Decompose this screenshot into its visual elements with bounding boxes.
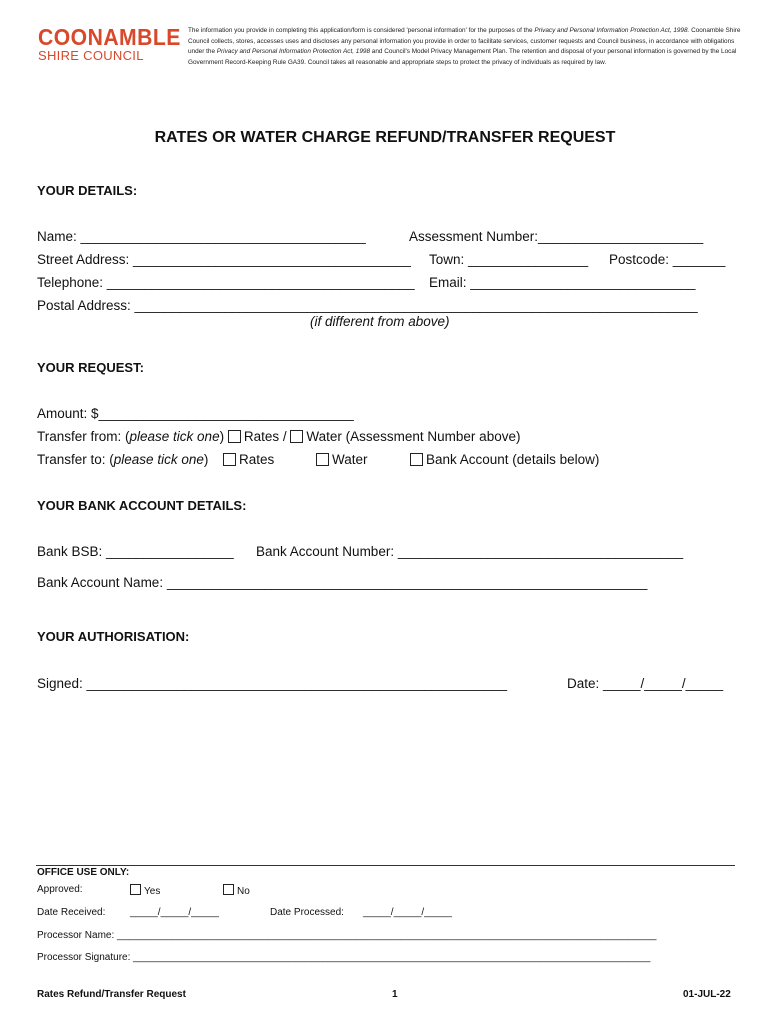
authorisation-heading: YOUR AUTHORISATION: xyxy=(37,629,190,644)
approved-no-checkbox[interactable] xyxy=(223,884,234,895)
date-processed-field[interactable]: _____/_____/_____ xyxy=(363,907,452,918)
processor-name-field[interactable]: Processor Name: _________________________________________________________________________________________________ xyxy=(37,930,657,941)
transfer-to-water-option xyxy=(316,452,368,467)
bank-account-number-field[interactable]: Bank Account Number: ______________________________________ xyxy=(256,544,684,559)
approved-no-label: No xyxy=(237,886,250,897)
transfer-to-label: Transfer to: (please tick one) xyxy=(37,452,209,467)
council-logo-name: COONAMBLE xyxy=(38,24,181,50)
transfer-to-rates-checkbox[interactable] xyxy=(223,453,236,466)
signature-field[interactable]: Signed: ________________________________________________________ xyxy=(37,676,507,691)
transfer-to-bank-label: Bank Account (details below) xyxy=(426,452,600,467)
privacy-notice: The information you provide in completing this application/form is considered 'personal information' for the purposes of the Privacy and Personal Information Protection Act, 1998. Coonamble Shire Council collects, stores, accesses uses and discloses any personal information you provide in order to facilitate services, customer requests and Council business, in accordance with obligations under the Privacy and Personal Information Protection Act, 1998 and Council's Model Privacy Management Plan. The retention and disposal of your personal information is governed by the Local Government Record-Keeping Rule GA39. Council takes all reasonable and appropriate steps to protect the privacy of individuals as required by law. xyxy=(188,27,741,66)
approved-yes-option xyxy=(130,884,160,897)
bank-bsb-field[interactable]: Bank BSB: _________________ xyxy=(37,544,234,559)
name-field[interactable]: Name: ______________________________________ xyxy=(37,229,366,244)
assessment-number-field[interactable]: Assessment Number:______________________ xyxy=(409,229,704,244)
approved-no-option xyxy=(223,884,250,897)
postcode-field[interactable]: Postcode: _______ xyxy=(609,252,726,267)
telephone-field[interactable]: Telephone: _________________________________________ xyxy=(37,275,415,290)
form-title: RATES OR WATER CHARGE REFUND/TRANSFER REQUEST xyxy=(154,129,616,146)
postal-address-note: (if different from above) xyxy=(310,314,450,329)
approved-yes-checkbox[interactable] xyxy=(130,884,141,895)
date-processed-label: Date Processed: xyxy=(270,907,344,918)
approved-label: Approved: xyxy=(37,884,83,895)
street-address-field[interactable]: Street Address: _____________________________________ xyxy=(37,252,411,267)
transfer-from-rates-checkbox[interactable] xyxy=(228,430,241,443)
email-field[interactable]: Email: ______________________________ xyxy=(429,275,696,290)
transfer-from-row xyxy=(37,429,520,444)
transfer-from-water-label: Water (Assessment Number above) xyxy=(306,429,521,444)
office-use-heading: OFFICE USE ONLY: xyxy=(37,867,130,878)
transfer-from-water-checkbox[interactable] xyxy=(290,430,303,443)
date-received-label: Date Received: xyxy=(37,907,106,918)
footer-version-date: 01-JUL-22 xyxy=(683,989,731,1000)
date-field[interactable]: Date: _____/_____/_____ xyxy=(567,676,724,691)
town-field[interactable]: Town: ________________ xyxy=(429,252,589,267)
office-divider xyxy=(36,865,735,866)
postal-address-field[interactable]: Postal Address: ___________________________________________________________________________ xyxy=(37,298,698,313)
bank-heading: YOUR BANK ACCOUNT DETAILS: xyxy=(37,498,247,513)
approved-yes-label: Yes xyxy=(144,886,161,897)
transfer-to-water-checkbox[interactable] xyxy=(316,453,329,466)
request-heading: YOUR REQUEST: xyxy=(37,360,144,375)
date-received-field[interactable]: _____/_____/_____ xyxy=(130,907,219,918)
footer-form-name: Rates Refund/Transfer Request xyxy=(37,989,186,1000)
details-heading: YOUR DETAILS: xyxy=(37,183,138,198)
footer-page-number: 1 xyxy=(392,989,398,1000)
transfer-to-rates-option xyxy=(223,452,274,467)
transfer-from-rates-label: Rates / xyxy=(243,429,287,444)
transfer-to-bank-checkbox[interactable] xyxy=(410,453,423,466)
transfer-to-rates-label: Rates xyxy=(239,452,275,467)
transfer-to-water-label: Water xyxy=(332,452,368,467)
transfer-from-label: Transfer from: (please tick one) xyxy=(37,429,225,444)
processor-signature-field[interactable]: Processor Signature: _____________________________________________________________________________________________ xyxy=(37,952,651,963)
transfer-to-bank-option xyxy=(410,452,599,467)
amount-field[interactable]: Amount: $__________________________________ xyxy=(37,406,354,421)
council-logo-subtitle: SHIRE COUNCIL xyxy=(38,48,144,63)
bank-account-name-field[interactable]: Bank Account Name: ________________________________________________________________ xyxy=(37,575,648,590)
